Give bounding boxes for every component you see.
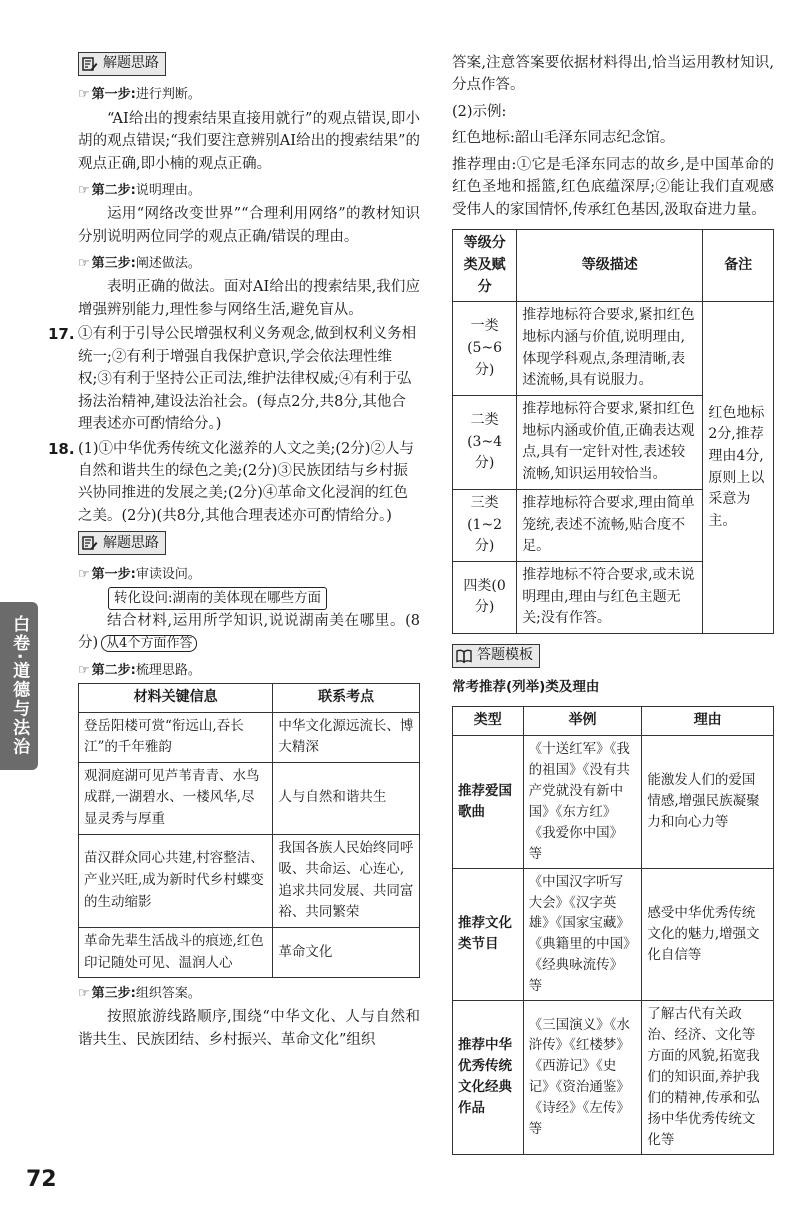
step-3 <box>78 984 420 1004</box>
step-label: 第三步: <box>91 256 136 272</box>
type-cell: 推荐文化类节目 <box>453 868 524 1001</box>
question-number: 17. <box>48 325 75 344</box>
paragraph-organize: 按照旅游线路顺序,围绕“中华文化、人与自然和谐共生、民族团结、乡村振兴、革命文化”组织 <box>78 1009 420 1048</box>
pointing-hand-icon: ☞ <box>78 87 90 103</box>
step-label: 第三步: <box>91 986 136 1002</box>
table-row <box>453 302 774 396</box>
paragraph-question <box>78 610 420 655</box>
step-1 <box>78 565 420 585</box>
table-cell: 人与自然和谐共生 <box>273 762 420 834</box>
table-row <box>79 712 420 762</box>
handwritten-note: 从4个方面作答 <box>101 635 197 652</box>
badge-label: 解题思路 <box>103 55 159 72</box>
recommendation-table <box>452 706 774 1154</box>
badge-label: 答题模板 <box>477 647 533 664</box>
column-header: 等级描述 <box>517 230 703 302</box>
pencil-note-icon <box>82 535 98 551</box>
table-cell: 革命文化 <box>273 928 420 978</box>
step-hint: 组织答案。 <box>135 986 201 1002</box>
grading-table <box>452 229 774 634</box>
step-label: 第一步: <box>91 566 136 582</box>
table-row <box>79 834 420 927</box>
template-subheading: 常考推荐(列举)类及理由 <box>452 679 600 696</box>
grade-class: 三类(1~2分) <box>453 489 517 561</box>
pointing-hand-icon: ☞ <box>78 256 90 272</box>
step-hint: 梳理思路。 <box>135 662 201 678</box>
reason-cell: 感受中华优秀传统文化的魅力,增强文化自信等 <box>642 868 774 1001</box>
solution-idea-badge <box>78 531 166 555</box>
grade-description: 推荐地标符合要求,理由简单笼统,表述不流畅,贴合度不足。 <box>517 489 703 561</box>
question-18 <box>48 438 420 528</box>
table-cell: 革命先辈生活战斗的痕迹,红色印记随处可见、温润人心 <box>79 928 273 978</box>
column-header: 备注 <box>703 230 774 302</box>
step-label: 第二步: <box>91 662 136 678</box>
right-column <box>452 52 774 1155</box>
left-column <box>48 52 420 1051</box>
paragraph-judgement: “AI给出的搜索结果直接用就行”的观点错误,即小胡的观点错误;“我们要注意辨别AI给出的搜索结果”的观点正确,即小楠的观点正确。 <box>78 110 420 172</box>
solution-idea-badge <box>78 52 166 76</box>
table-row <box>453 868 774 1001</box>
question-restated: 结合材料,运用所学知识,说说湖南美在哪里。(8分) <box>78 612 420 652</box>
pencil-note-icon <box>82 56 98 72</box>
step-hint: 阐述做法。 <box>135 256 201 272</box>
table-row <box>79 762 420 834</box>
grade-description: 推荐地标不符合要求,或未说明理由,理由与红色主题无关;没有作答。 <box>517 561 703 633</box>
step-label: 第二步: <box>91 183 136 199</box>
grade-description: 推荐地标符合要求,紧扣红色地标内涵或价值,正确表达观点,具有一定针对性,表述较流畅,知识运用较恰当。 <box>517 396 703 490</box>
reason-cell: 能激发人们的爱国情感,增强民族凝聚力和向心力等 <box>642 736 774 869</box>
page-number: 72 <box>26 1167 57 1192</box>
converted-question-box: 转化设问:湖南的美体现在哪些方面 <box>108 587 327 610</box>
example-cell: 《中国汉字听写大会》《汉字英雄》《国家宝藏》《典籍里的中国》《经典咏流传》等 <box>523 868 642 1001</box>
table-cell: 我国各族人民始终同呼吸、共命运、心连心,追求共同发展、共同富裕、共同繁荣 <box>273 834 420 927</box>
grade-class: 四类(0分) <box>453 561 517 633</box>
example-cell: 《十送红军》《我的祖国》《没有共产党就没有新中国》《东方红》《我爱你中国》等 <box>523 736 642 869</box>
column-header: 类型 <box>453 707 524 736</box>
grade-description: 推荐地标符合要求,紧扣红色地标内涵与价值,说明理由,体现学科观点,条理清晰,表述流畅,具有说服力。 <box>517 302 703 396</box>
answer-template-badge <box>452 644 540 668</box>
example-cell: 《三国演义》《水浒传》《红楼梦》《西游记》《史记》《资治通鉴》《诗经》《左传》等 <box>523 1001 642 1154</box>
converted-question-box-row <box>78 587 420 610</box>
step-hint: 审读设问。 <box>135 566 201 582</box>
open-book-icon <box>456 648 472 664</box>
table-cell: 登岳阳楼可赏“衔远山,吞长江”的千年雅韵 <box>79 712 273 762</box>
table-row <box>453 736 774 869</box>
step-2 <box>78 181 420 201</box>
paragraph-practice: 表明正确的做法。面对AI给出的搜索结果,我们应增强辨别能力,理性参与网络生活,避免盲从。 <box>78 279 420 318</box>
column-header: 理由 <box>642 707 774 736</box>
type-cell: 推荐爱国歌曲 <box>453 736 524 869</box>
grade-class: 一类(5~6分) <box>453 302 517 396</box>
recommend-reason: 推荐理由:①它是毛泽东同志的故乡,是中国革命的红色圣地和摇篮,红色底蕴深厚;②能让我们直观感受伟人的家国情怀,传承红色基因,汲取奋进力量。 <box>452 156 774 218</box>
key-info-table <box>78 683 420 978</box>
question-number: 18. <box>48 439 75 458</box>
column-header: 联系考点 <box>273 684 420 713</box>
pointing-hand-icon: ☞ <box>78 566 90 582</box>
column-header: 材料关键信息 <box>79 684 273 713</box>
step-2 <box>78 661 420 681</box>
step-3 <box>78 254 420 274</box>
pointing-hand-icon: ☞ <box>78 662 90 678</box>
reason-cell: 了解古代有关政治、经济、文化等方面的风貌,拓宽我们的知识面,养护我们的精神,传承和弘扬中华优秀传统文化等 <box>642 1001 774 1154</box>
pointing-hand-icon: ☞ <box>78 183 90 199</box>
grade-note: 红色地标2分,推荐理由4分,原则上以采意为主。 <box>703 302 774 634</box>
step-hint: 说明理由。 <box>135 183 201 199</box>
type-cell: 推荐中华优秀传统文化经典作品 <box>453 1001 524 1154</box>
red-landmark: 红色地标:韶山毛泽东同志纪念馆。 <box>452 130 675 147</box>
step-hint: 进行判断。 <box>135 87 201 103</box>
question-17 <box>48 323 420 435</box>
table-row <box>453 1001 774 1154</box>
badge-label: 解题思路 <box>103 534 159 551</box>
question-answer: (1)①中华优秀传统文化滋养的人文之美;(2分)②人与自然和谐共生的绿色之美;(2分)③民族团结与乡村振兴协同推进的发展之美;(2分)④革命文化浸润的红色之美。(2分)(共8分,其他合理表述亦可酌情给分。) <box>78 440 414 524</box>
table-row <box>79 928 420 978</box>
example-heading: (2)示例: <box>452 103 507 120</box>
column-header: 举例 <box>523 707 642 736</box>
table-cell: 观洞庭湖可见芦苇青青、水鸟成群,一湖碧水、一楼风华,尽显灵秀与厚重 <box>79 762 273 834</box>
column-header: 等级分类及赋分 <box>453 230 517 302</box>
grade-class: 二类(3~4分) <box>453 396 517 490</box>
paragraph-continued: 答案,注意答案要依据材料得出,恰当运用教材知识,分点作答。 <box>452 55 774 94</box>
step-label: 第一步: <box>91 87 136 103</box>
table-cell: 苗汉群众同心共建,村容整洁、产业兴旺,成为新时代乡村蝶变的生动缩影 <box>79 834 273 927</box>
paragraph-reason: 运用“网络改变世界”“合理利用网络”的教材知识分别说明两位同学的观点正确/错误的理由。 <box>78 206 420 245</box>
table-cell: 中华文化源远流长、博大精深 <box>273 712 420 762</box>
question-answer: ①有利于引导公民增强权利义务观念,做到权利义务相统一;②有利于增强自我保护意识,学会依法理性维权;③有利于坚持公正司法,维护法律权威;④有利于弘扬法治精神,建设法治社会。(每点2分,共8分,其他合理表述亦可酌情给分。) <box>78 326 417 433</box>
step-1 <box>78 85 420 105</box>
pointing-hand-icon: ☞ <box>78 986 90 1002</box>
side-tab-label: 白卷·道德与法治 <box>0 602 38 770</box>
